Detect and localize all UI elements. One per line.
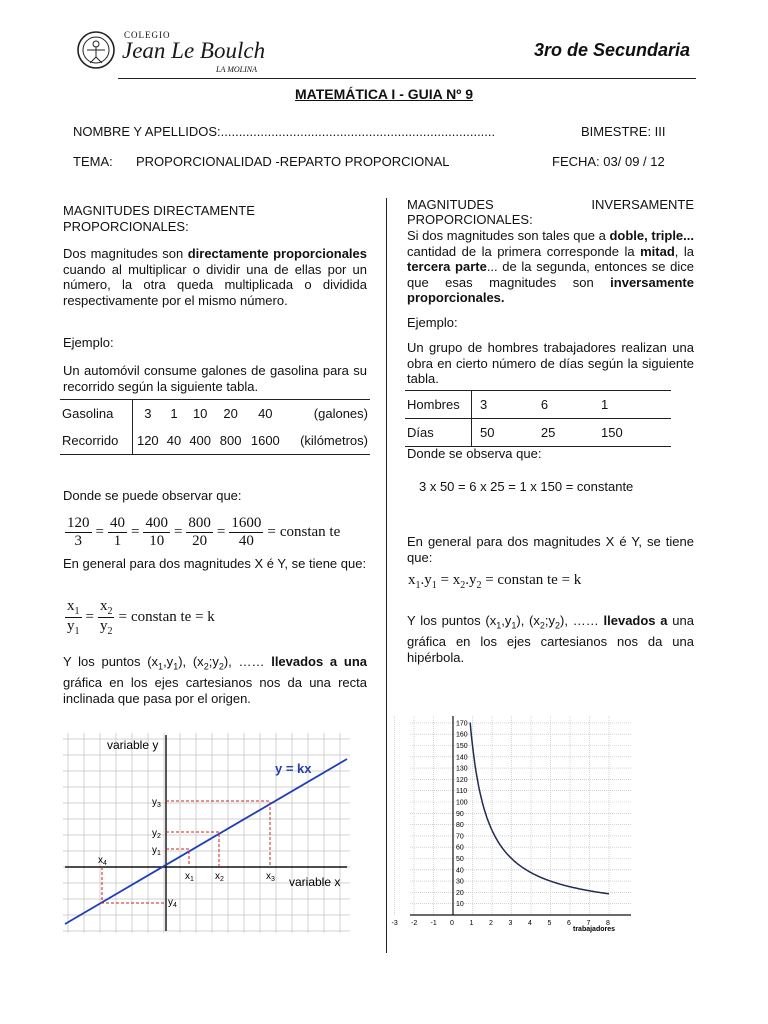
formula-result: constan te = k <box>130 609 215 625</box>
observe-text: Donde se puede observar que: <box>63 488 242 503</box>
x-tick-label: 8 <box>606 920 610 927</box>
numerator: 120 <box>67 515 90 531</box>
y-tick-label: 170 <box>456 720 468 728</box>
y-tick-label: 100 <box>456 799 468 807</box>
denominator: 40 <box>238 533 254 549</box>
fraction <box>186 515 213 550</box>
table-cell: 3 <box>480 397 488 412</box>
column-divider <box>386 198 387 953</box>
table-cell: 6 <box>540 397 549 412</box>
workers-table <box>405 390 671 447</box>
grade-label: 3ro de Secundaria <box>533 40 690 60</box>
table-cell: 1 <box>601 397 609 412</box>
fraction <box>98 598 115 637</box>
example-label: Ejemplo: <box>63 335 114 350</box>
x-tick-label: -2 <box>411 920 418 927</box>
x-tick-label: 6 <box>567 920 571 927</box>
formula-result: = constan te = k <box>485 572 582 588</box>
numerator: 800 <box>188 515 211 531</box>
general-text: En general para dos magnitudes X é Y, se tiene que: <box>407 534 694 565</box>
direct-formula: $\frac{x_1}{y_1}$ = $\frac{x_2}{y_2}$ = constan te = k <box>67 598 215 637</box>
heading-word: MAGNITUDES <box>407 197 494 212</box>
tick-label: $x_4$ <box>98 855 107 867</box>
right-heading: PROPORCIONALES: <box>407 212 533 227</box>
fraction <box>108 515 127 550</box>
table-cell: Recorrido <box>60 427 132 455</box>
school-prefix: COLEGIO <box>124 30 171 40</box>
bimestre-label: BIMESTRE: III <box>581 124 666 139</box>
direct-definition <box>63 246 367 308</box>
table-cell: Gasolina <box>60 400 132 428</box>
right-heading-line <box>407 197 694 213</box>
line-label: y = kx <box>275 761 312 776</box>
tick-label: $y_2$ <box>152 828 161 840</box>
product-equation: 3 x 50 = 6 x 25 = 1 x 150 = constante <box>419 479 634 494</box>
x-tick-label: 3 <box>508 920 513 927</box>
y-tick-label: 30 <box>456 878 464 886</box>
general-text: En general para dos magnitudes X é Y, se tiene que: <box>63 556 367 571</box>
y-axis-label: variable y <box>107 738 159 752</box>
table-cell: 3 <box>144 406 152 421</box>
denominator: $y_2$ <box>99 618 113 637</box>
x-tick-label: 7 <box>586 920 591 927</box>
denominator: 1 <box>113 533 122 549</box>
y-tick-label: 20 <box>456 889 464 897</box>
table-cell: Días <box>405 419 472 447</box>
points-text: Y los puntos $(x_1,y_1)$, $(x_2;y_2)$, …… llevados a una gráfica en los ejes cartesianos nos da una recta inclinada que pasa por el origen. <box>63 654 367 706</box>
fraction <box>65 515 92 550</box>
def-bold: directamente proporcionales <box>187 246 367 261</box>
school-name: Jean Le Boulch <box>122 38 266 63</box>
tema-label: TEMA: <box>73 154 113 169</box>
tick-label: $y_1$ <box>152 845 161 857</box>
school-location: LA MOLINA <box>216 65 257 74</box>
document-title <box>0 86 768 102</box>
numerator: $x_2$ <box>99 598 113 617</box>
table-cell: 40 <box>166 433 182 448</box>
y-tick-label: 80 <box>456 822 464 830</box>
fraction <box>65 598 82 637</box>
graph-grid <box>395 716 632 915</box>
school-seal-icon <box>76 30 116 70</box>
header-divider <box>118 78 696 79</box>
y-tick-label: 130 <box>456 765 468 773</box>
table-cell: 50 <box>480 425 495 440</box>
table-cell: 800 <box>219 433 242 448</box>
direct-proportion-graph <box>63 733 350 933</box>
x-axis-label: trabajadores <box>573 926 616 933</box>
tick-label: $x_2$ <box>215 871 224 883</box>
numerator: 40 <box>109 515 125 531</box>
observe-text: Donde se observa que: <box>407 446 542 461</box>
denominator: 10 <box>149 533 165 549</box>
y-tick-label: 160 <box>456 731 468 739</box>
table-cell: 1 <box>170 406 178 421</box>
inverse-formula: $x_1.y_1 = x_2.y_2$ = constan te = k <box>408 572 582 591</box>
numerator: $x_1$ <box>67 598 80 617</box>
table-row <box>60 427 370 455</box>
tick-label: $x_1$ <box>185 871 194 883</box>
numerator: 1600 <box>231 515 262 531</box>
name-field-label: NOMBRE Y APELLIDOS:............................................................................ <box>73 124 496 139</box>
tick-label: $x_3$ <box>266 871 275 883</box>
table-cell: 1600 <box>250 433 280 448</box>
denominator: $y_1$ <box>67 618 80 637</box>
x-axis-label: variable x <box>289 875 341 889</box>
denominator: 3 <box>74 533 82 549</box>
table-row <box>60 400 370 428</box>
y-tick-label: 60 <box>456 844 464 852</box>
def-text: Dos magnitudes son <box>63 246 188 261</box>
fecha-label: FECHA: 03/ 09 / 12 <box>552 154 665 169</box>
denominator: 20 <box>192 533 208 549</box>
example-label: Ejemplo: <box>407 315 458 330</box>
x-tick-label: 1 <box>469 920 474 927</box>
fraction <box>143 515 170 550</box>
y-tick-label: 70 <box>456 833 464 841</box>
x-tick-label: 4 <box>528 920 532 927</box>
table-cell: (kilómetros) <box>300 433 368 448</box>
table-cell: 120 <box>136 433 159 448</box>
left-heading: MAGNITUDES DIRECTAMENTE PROPORCIONALES: <box>63 203 255 234</box>
fraction <box>229 515 263 550</box>
tick-label: $y_3$ <box>152 797 161 809</box>
y-tick-labels <box>456 720 468 908</box>
inverse-proportion-graph <box>391 712 637 934</box>
numerator: 400 <box>145 515 168 531</box>
table-cell: 150 <box>601 425 623 440</box>
table-cell: Hombres <box>405 391 472 419</box>
x-tick-label: -3 <box>391 920 398 927</box>
def-text: cuando al multiplicar o dividir una de ellas por un número, la otra queda multiplicada o dividida respectivamente por el mismo número. <box>63 261 367 308</box>
table-cell: (galones) <box>313 406 368 421</box>
y-tick-label: 110 <box>456 788 468 796</box>
table-cell: 20 <box>223 406 238 421</box>
hyperbola-curve <box>470 722 609 893</box>
table-row <box>405 419 671 447</box>
table-cell: 10 <box>192 406 208 421</box>
tick-label: $y_4$ <box>168 897 177 909</box>
y-tick-label: 150 <box>456 743 468 750</box>
x-tick-label: 2 <box>489 920 493 927</box>
y-tick-label: 140 <box>456 754 468 762</box>
ratio-equation: $\frac{120}{3}$ = $\frac{40}{1}$ = $\frac{400}{10}$ = $\frac{800}{20}$ = $\frac{1600}{40}$ = constan te <box>67 515 341 549</box>
x-tick-label: -1 <box>430 920 437 927</box>
y-tick-label: 50 <box>456 856 464 863</box>
gasoline-table <box>60 399 370 455</box>
y-tick-label: 10 <box>456 901 464 909</box>
y-tick-label: 120 <box>456 776 468 784</box>
example-text: Un grupo de hombres trabajadores realizan una obra en cierto número de días según la siguiente tabla. <box>407 340 694 386</box>
inverse-definition: Si dos magnitudes son tales que a doble, triple... cantidad de la primera corresponde la mitad, la tercera parte... de la segunda, entonces se dice que esas magnitudes son inversamente proporcionales. <box>407 228 694 305</box>
table-cell: 25 <box>540 425 556 440</box>
table-cell: 40 <box>258 406 273 421</box>
x-tick-label: 0 <box>450 920 454 927</box>
table-cell: 400 <box>189 433 212 448</box>
ratio-result: constan te <box>279 524 341 540</box>
example-text: Un automóvil consume galones de gasolina para su recorrido según la siguiente tabla. <box>63 363 367 394</box>
x-tick-label: 5 <box>547 920 552 927</box>
title-text: MATEMÁTICA I - GUIA Nº 9 <box>294 86 474 102</box>
table-row <box>405 391 671 419</box>
tema-value: PROPORCIONALIDAD -REPARTO PROPORCIONAL <box>136 154 450 169</box>
y-tick-label: 40 <box>456 867 464 875</box>
points-text: Y los puntos $(x_1,y_1)$, $(x_2;y_2)$, …… llevados a una gráfica en los ejes cartesianos nos da una hipérbola. <box>407 613 694 665</box>
heading-word: INVERSAMENTE <box>591 197 694 212</box>
y-tick-label: 90 <box>456 810 464 818</box>
